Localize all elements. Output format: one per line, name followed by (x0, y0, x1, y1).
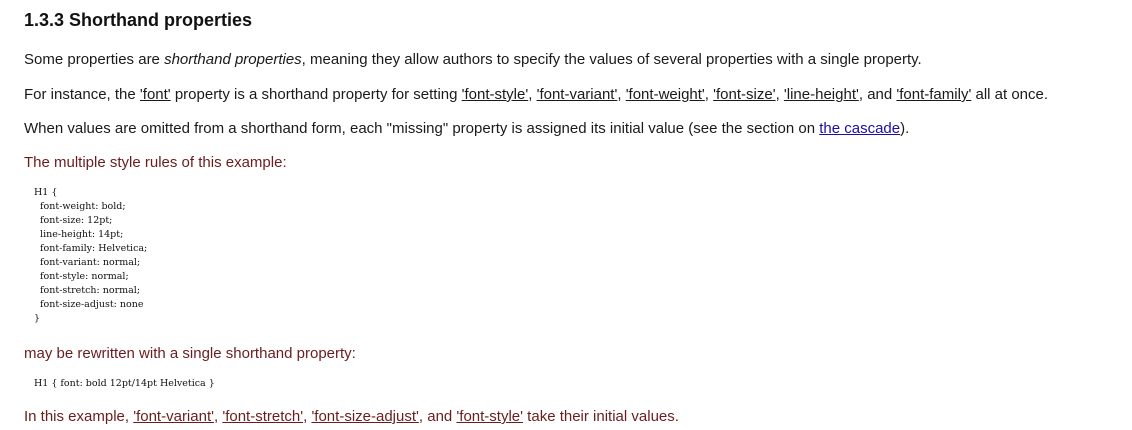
intro-paragraph (24, 50, 922, 70)
property-link-line-height[interactable]: 'line-height' (783, 86, 859, 103)
separator: , and (858, 86, 897, 103)
font-paragraph (24, 85, 1048, 105)
property-link-font-family[interactable]: 'font-family' (896, 86, 972, 103)
example-rewrite-text: may be rewritten with a single shorthand property: (24, 345, 356, 362)
separator: , (213, 408, 223, 425)
section-heading: 1.3.3 Shorthand properties (24, 10, 253, 30)
text: For instance, the (24, 86, 140, 103)
text: When values are omitted from a shorthand form, each "missing" property is assigned its initial value (see the section on (24, 120, 820, 137)
property-link-font-size-adjust[interactable]: 'font-size-adjust' (311, 408, 419, 425)
example-intro: The multiple style rules of this example: (24, 154, 287, 171)
property-link-font-variant[interactable]: 'font-variant' (133, 408, 214, 425)
separator: , and (418, 408, 457, 425)
text: property is a shorthand property for setting (170, 86, 462, 103)
cascade-link[interactable]: the cascade (819, 120, 901, 137)
separator: , (704, 86, 714, 103)
property-link-font-style[interactable]: 'font-style' (461, 86, 529, 103)
text: , meaning they allow authors to specify the values of several properties with a single property. (301, 51, 922, 68)
separator: , (303, 408, 312, 425)
emphasis-shorthand: shorthand properties (164, 51, 302, 68)
omitted-values-paragraph (24, 119, 909, 139)
property-link-font-variant[interactable]: 'font-variant' (536, 86, 618, 103)
property-link-font-style[interactable]: 'font-style' (456, 408, 524, 425)
separator: , (617, 86, 626, 103)
property-link-font-weight[interactable]: 'font-weight' (625, 86, 705, 103)
property-link-font-size[interactable]: 'font-size' (713, 86, 776, 103)
example-conclusion (24, 407, 679, 427)
text: ). (900, 120, 910, 137)
shorthand-code-block: H1 { font: bold 12pt/14pt Helvetica } (34, 378, 215, 389)
example-code-block: H1 { font-weight: bold; font-size: 12pt; line-height: 14pt; font-family: Helvetica; font-variant: normal; font-style: normal; font-stretch: normal; font-size-adjust: none } (34, 187, 148, 324)
text: all at once. (971, 86, 1049, 103)
property-link-font-stretch[interactable]: 'font-stretch' (222, 408, 304, 425)
text: In this example, (24, 408, 134, 425)
property-link-font[interactable]: 'font' (139, 86, 171, 103)
text: take their initial values. (523, 408, 679, 425)
separator: , (528, 86, 537, 103)
separator: , (775, 86, 784, 103)
text: Some properties are (24, 51, 165, 68)
